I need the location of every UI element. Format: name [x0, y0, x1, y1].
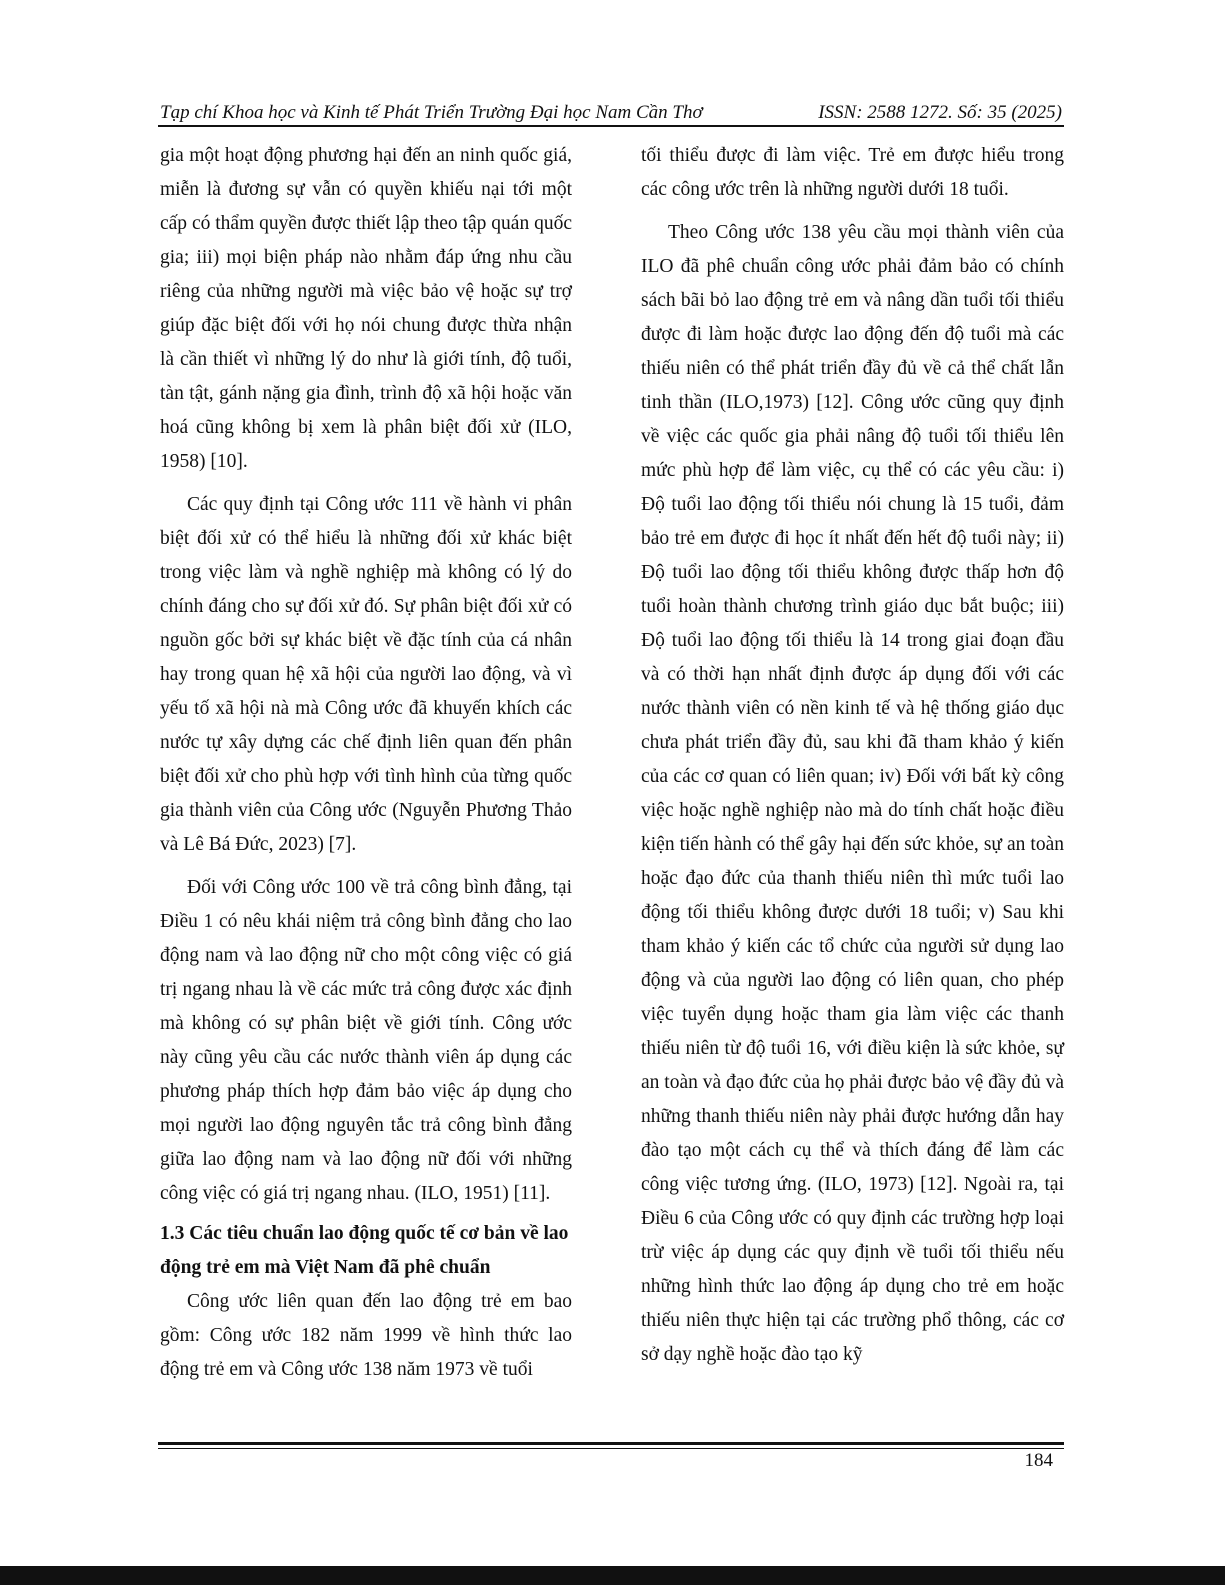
section-heading: 1.3 Các tiêu chuẩn lao động quốc tế cơ bản về lao động trẻ em mà Việt Nam đã phê chuẩn	[160, 1223, 569, 1278]
paragraph: gia một hoạt động phương hại đến an ninh quốc giá, miễn là đương sự vẫn có quyền khiếu nại tới một cấp có thẩm quyền được thiết lập theo tập quán quốc gia; iii) mọi biện pháp nào nhằm đáp ứng nhu cầu riêng của những người mà việc bảo vệ hoặc sự trợ giúp đặc biệt đối với họ nói chung được thừa nhận là cần thiết vì những lý do như là giới tính, độ tuổi, tàn tật, gánh nặng gia đình, trình độ xã hội hoặc văn hoá cũng không bị xem là phân biệt đối xử (ILO, 1958) [10].	[160, 145, 572, 472]
bottom-scan-band	[0, 1566, 1225, 1585]
issn-issue: ISSN: 2588 1272. Số: 35 (2025)	[818, 102, 1062, 123]
right-column	[641, 139, 1064, 1372]
page-number: 184	[1024, 1450, 1053, 1471]
running-header	[158, 96, 1064, 126]
paragraph: Các quy định tại Công ước 111 về hành vi phân biệt đối xử có thể hiểu là những đối xử khác biệt trong việc làm và nghề nghiệp mà không có lý do chính đáng cho sự đối xử đó. Sự phân biệt đối xử có nguồn gốc bởi sự khác biệt về đặc tính của cá nhân hay trong quan hệ xã hội của người lao động, và vì yếu tố xã hội nà mà Công ước đã khuyến khích các nước tự xây dựng các chế định liên quan đến phân biệt đối xử cho phù hợp với tình hình của từng quốc gia thành viên của Công ước (Nguyễn Phương Thảo và Lê Bá Đức, 2023) [7].	[160, 494, 572, 855]
journal-title: Tạp chí Khoa học và Kinh tế Phát Triển Trường Đại học Nam Cần Thơ	[160, 102, 703, 123]
footer-rule-thin	[158, 1448, 1064, 1449]
paragraph: Theo Công ước 138 yêu cầu mọi thành viên của ILO đã phê chuẩn công ước phải đảm bảo có chính sách bãi bỏ lao động trẻ em và nâng dần tuổi tối thiểu được đi làm hoặc được lao động đến độ tuổi mà các thiếu niên có thể phát triển đầy đủ về cả thể chất lẫn tinh thần (ILO,1973) [12]. Công ước cũng quy định về việc các quốc gia phải nâng độ tuổi tối thiểu lên mức phù hợp để làm việc, cụ thể có các yêu cầu: i) Độ tuổi lao động tối thiểu nói chung là 15 tuổi, đảm bảo trẻ em được đi học ít nhất đến hết độ tuổi này; ii) Độ tuổi lao động tối thiểu không được thấp hơn độ tuổi hoàn thành chương trình giáo dục bắt buộc; iii) Độ tuổi lao động tối thiểu là 14 trong giai đoạn đầu và có thời hạn nhất định được áp dụng đối với các nước thành viên có nền kinh tế và hệ thống giáo dục chưa phát triển đầy đủ, sau khi đã tham khảo ý kiến của các cơ quan có liên quan; iv) Đối với bất kỳ công việc hoặc nghề nghiệp nào mà do tính chất hoặc điều kiện tiến hành có thể gây hại đến sức khỏe, sự an toàn hoặc đạo đức của thanh thiếu niên thì mức tuổi lao động tối thiểu không được dưới 18 tuổi; v) Sau khi tham khảo ý kiến các tổ chức của người sử dụng lao động và của người lao động có liên quan, cho phép việc tuyển dụng hoặc tham gia làm việc các thanh thiếu niên từ độ tuổi 16, với điều kiện là sức khỏe, sự an toàn và đạo đức của họ phải được bảo vệ đầy đủ và những thanh thiếu niên này phải được hướng dẫn hay đào tạo một cách cụ thể và thích đáng để làm các công việc tương ứng. (ILO, 1973) [12]. Ngoài ra, tại Điều 6 của Công ước có quy định các trường hợp loại trừ việc áp dụng các quy định về tuổi tối thiểu nếu những hình thức lao động áp dụng cho trẻ em hoặc thiếu niên thực hiện tại các trường phổ thông, các cơ sở dạy nghề hoặc đào tạo kỹ	[641, 222, 1064, 1365]
footer-rule	[158, 1442, 1064, 1445]
paragraph: tối thiểu được đi làm việc. Trẻ em được hiểu trong các công ước trên là những người dưới 18 tuổi.	[641, 145, 1064, 200]
left-column	[160, 139, 572, 1387]
header-rule	[158, 125, 1064, 127]
paragraph: Đối với Công ước 100 về trả công bình đẳng, tại Điều 1 có nêu khái niệm trả công bình đẳng cho lao động nam và lao động nữ cho một công việc có giá trị ngang nhau là về các mức trả công được xác định mà không có sự phân biệt về giới tính. Công ước này cũng yêu cầu các nước thành viên áp dụng các phương pháp thích hợp đảm bảo việc áp dụng cho mọi người lao động nguyên tắc trả công bình đẳng giữa lao động nam và lao động nữ đối với những công việc có giá trị ngang nhau. (ILO, 1951) [11].	[160, 877, 572, 1204]
paragraph: Công ước liên quan đến lao động trẻ em bao gồm: Công ước 182 năm 1999 về hình thức lao động trẻ em và Công ước 138 năm 1973 về tuổi	[160, 1291, 572, 1380]
